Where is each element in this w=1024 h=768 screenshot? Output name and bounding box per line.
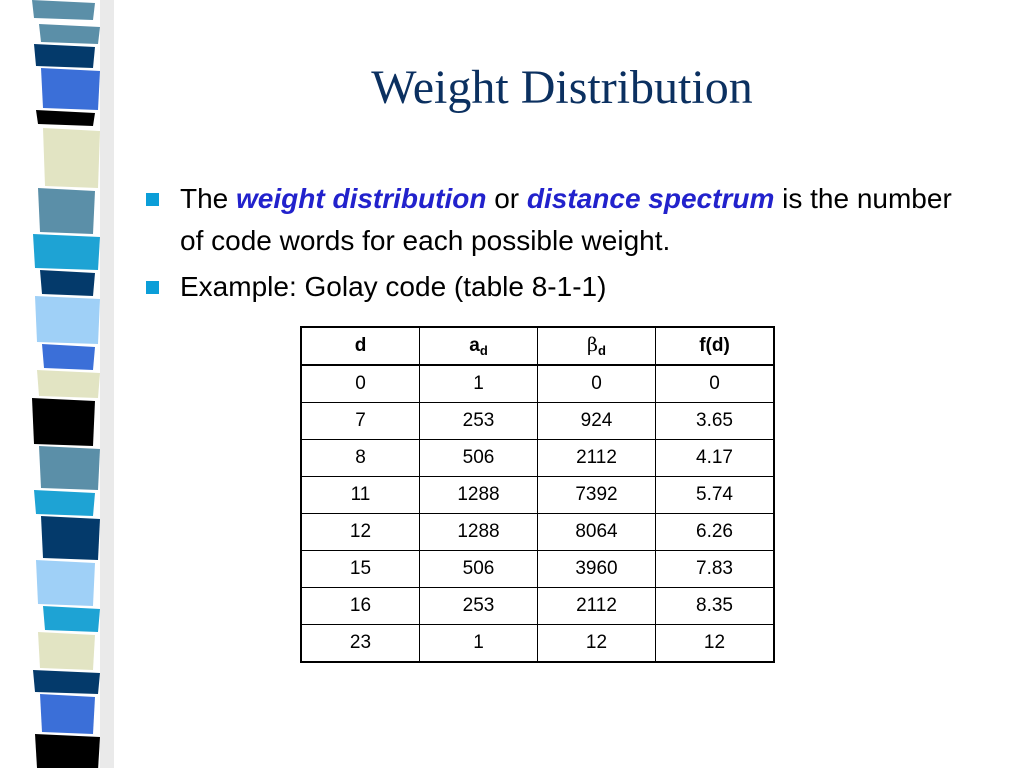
term-weight-distribution: weight distribution — [236, 183, 487, 214]
cell-fd: 5.74 — [656, 477, 775, 514]
cell-fd: 12 — [656, 625, 775, 663]
table-row — [301, 551, 774, 588]
term-distance-spectrum: distance spectrum — [526, 183, 775, 214]
square-bullet-icon — [146, 281, 159, 294]
header-ad — [420, 327, 538, 365]
cell-ad: 253 — [420, 403, 538, 440]
cell-beta-d: 0 — [538, 365, 656, 403]
stripe-segment — [34, 490, 95, 516]
header-main: d — [354, 334, 367, 356]
bullet-list — [142, 178, 982, 312]
cell-ad: 1 — [420, 625, 538, 663]
header-d — [301, 327, 420, 365]
stripe-segment — [35, 296, 100, 344]
stripe-segment — [39, 446, 100, 490]
table-row — [301, 625, 774, 663]
table-row — [301, 588, 774, 625]
cell-ad: 1288 — [420, 514, 538, 551]
stripe-segment — [40, 270, 95, 296]
cell-beta-d: 12 — [538, 625, 656, 663]
cell-ad: 1 — [420, 365, 538, 403]
stripe-segment — [38, 632, 95, 670]
table-row — [301, 440, 774, 477]
header-main: a — [469, 334, 480, 356]
stripe-segment — [39, 24, 100, 44]
cell-d: 7 — [301, 403, 420, 440]
header-main: f(d) — [699, 334, 730, 356]
cell-beta-d: 2112 — [538, 440, 656, 477]
header-main: β — [587, 334, 599, 356]
bullet-item-example — [142, 266, 982, 308]
table-header-row — [301, 327, 774, 365]
stripe-segment — [41, 516, 100, 560]
stripe-segment — [36, 560, 95, 606]
decorative-stripe — [0, 0, 120, 768]
stripe-segment — [40, 694, 95, 734]
cell-fd: 8.35 — [656, 588, 775, 625]
cell-d: 16 — [301, 588, 420, 625]
stripe-shadow — [100, 0, 114, 768]
slide-title: Weight Distribution — [371, 61, 753, 114]
header-sub: d — [598, 343, 606, 358]
stripe-segment — [38, 188, 95, 234]
cell-ad: 506 — [420, 551, 538, 588]
cell-d: 12 — [301, 514, 420, 551]
cell-fd: 3.65 — [656, 403, 775, 440]
table-row — [301, 477, 774, 514]
bullet-text: Example: Golay code (table 8-1-1) — [180, 271, 607, 302]
cell-fd: 7.83 — [656, 551, 775, 588]
cell-ad: 253 — [420, 588, 538, 625]
cell-beta-d: 3960 — [538, 551, 656, 588]
cell-fd: 0 — [656, 365, 775, 403]
cell-fd: 6.26 — [656, 514, 775, 551]
header-sub: d — [479, 342, 488, 358]
bullet-text: The — [180, 183, 229, 214]
stripe-segment — [37, 370, 100, 398]
cell-beta-d: 7392 — [538, 477, 656, 514]
stripe-segment — [42, 344, 95, 370]
cell-d: 23 — [301, 625, 420, 663]
cell-beta-d: 8064 — [538, 514, 656, 551]
square-bullet-icon — [146, 193, 159, 206]
stripe-segment — [35, 734, 100, 768]
cell-ad: 1288 — [420, 477, 538, 514]
cell-d: 0 — [301, 365, 420, 403]
stripe-segment — [32, 0, 95, 20]
stripe-segment — [33, 234, 100, 270]
header-fd — [656, 327, 775, 365]
table-row — [301, 365, 774, 403]
cell-beta-d: 2112 — [538, 588, 656, 625]
bullet-item-definition — [142, 178, 982, 262]
stripe-segment — [32, 398, 95, 446]
golay-weight-table — [300, 326, 775, 663]
bullet-text: is the number of code words for each possible weight. — [180, 183, 952, 256]
table-row — [301, 403, 774, 440]
header-beta-d — [538, 327, 656, 365]
table-row — [301, 514, 774, 551]
cell-d: 11 — [301, 477, 420, 514]
cell-beta-d: 924 — [538, 403, 656, 440]
bullet-text: or — [494, 183, 520, 214]
cell-d: 8 — [301, 440, 420, 477]
stripe-segment — [33, 670, 100, 694]
stripe-segment — [43, 606, 100, 632]
cell-fd: 4.17 — [656, 440, 775, 477]
stripe-segment — [43, 128, 100, 188]
cell-ad: 506 — [420, 440, 538, 477]
cell-d: 15 — [301, 551, 420, 588]
